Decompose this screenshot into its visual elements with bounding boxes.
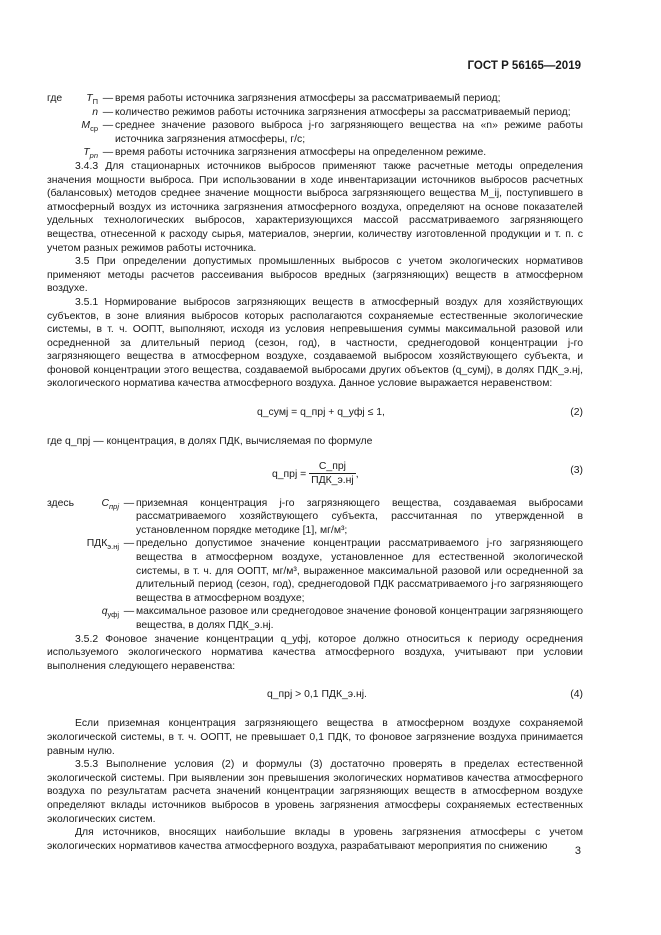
definition-row: где $T_П$ — время работы источника загрязнения атмосферы за рассматриваемый период; xyxy=(47,92,583,106)
paragraph-sources: Для источников, вносящих наибольшие вклады в уровень загрязнения атмосферы с учетом экологических нормативов качества атмосферного воздуха, разрабатывают мероприятия по снижению xyxy=(47,827,583,852)
definition-symbol: $q_{уфj}$ xyxy=(101,606,119,620)
definition-prefix: здесь xyxy=(47,497,74,509)
page-number: 3 xyxy=(574,845,581,857)
formula-3-lhs: q_прj = xyxy=(272,468,307,480)
definition-text: время работы источника загрязнения атмосферы на определенном режиме. xyxy=(115,147,487,159)
paragraph-background-zero: Если приземная концентрация загрязняющего вещества в атмосферном воздухе сохраняемой экологической системы, в т. ч. ООПТ, не превышает 0,1 ПДК, то фоновое загрязнение воздуха принимается равным нулю. xyxy=(47,718,583,757)
definitions-list-2 xyxy=(47,497,583,633)
definition-prefix: где xyxy=(47,93,63,104)
definition-row: $T_{pn}$ — время работы источника загрязнения атмосферы на определенном режиме. xyxy=(47,146,583,160)
formula-2 xyxy=(47,399,583,429)
formula-3-fraction xyxy=(309,460,356,488)
definition-text: время работы источника загрязнения атмосферы за рассматриваемый период; xyxy=(115,93,501,104)
page-content xyxy=(47,92,583,853)
definition-text: приземная концентрация j-го загрязняющего вещества, создаваемая выбросами рассматриваемого хозяйствующего субъекта, рассчитанная по утвержденной в установленном порядке методике [1], мг/м³; xyxy=(136,497,583,536)
formula-2-number: (2) xyxy=(570,407,583,419)
paragraph-3-5-1: 3.5.1 Нормирование выбросов загрязняющих веществ в атмосферный воздух для хозяйствующих субъектов, в зоне влияния выбросов которых располагаются сохраняемые естественные экологические системы, в т. ч. ООПТ, выполняют, исходя из условия непревышения суммы максимальной разовой или осредненной за длительный период (сезон, год), в частности, среднегодовой концентрации j-го загрязняющего вещества в атмосферном воздухе, создаваемой выбросом хозяйствующего субъекта, и фоновой концентрации этого вещества, создаваемой выбросами других объектов (q_сумj), в долях ПДК_э.нj, экологического норматива качества атмосферного воздуха. Данное условие выражается неравенством: xyxy=(47,296,583,390)
definition-text: среднее значение разового выброса j-го загрязняющего вещества на «n» режиме работы источника загрязнения атмосферы, г/с; xyxy=(115,120,583,145)
standard-header: ГОСТ Р 56165—2019 xyxy=(467,60,581,72)
definition-row: $M_{ср}$ — среднее значение разового выброса j-го загрязняющего вещества на «n» режиме работы источника загрязнения атмосферы, г/с; xyxy=(47,119,583,146)
formula-2-expression: q_сумj = q_прj + q_уфj ≤ 1, xyxy=(257,407,385,419)
definition-symbol: $ПДК_{э.нj}$ xyxy=(86,538,119,552)
definitions-list-1 xyxy=(47,92,583,160)
definition-text: предельно допустимое значение концентрации рассматриваемого j-го загрязняющего вещества в атмосферном воздухе, установленное для естественной экологической системы, в т. ч. для ООПТ, мг/м³, выраженное максимальной разовой или осредненной за длительный период (сезон, год), среднегодовой ПДК рассматриваемого j-го загрязняющего вещества в атмосферном воздухе; xyxy=(136,538,583,604)
formula-4-expression: q_прj > 0,1 ПДК_э.нj. xyxy=(267,689,367,701)
definition-row: здесь $C_{прj}$ — приземная концентрация j-го загрязняющего вещества, создаваемая выбросами рассматриваемого хозяйствующего субъекта, рассчитанная по утвержденной в установленном порядке методике [1], мг/м³; xyxy=(47,497,583,536)
definition-row: $ПДК_{э.нj}$ — предельно допустимое значение концентрации рассматриваемого j-го загрязняющего вещества в атмосферном воздухе, установленное для естественной экологической системы, в т. ч. для ООПТ, мг/м³, выраженное максимальной разовой или осредненной за длительный период (сезон, год), среднегодовой ПДК рассматриваемого j-го загрязняющего вещества в атмосферном воздухе; xyxy=(47,537,583,605)
formula-3-denominator: ПДК_э.нj xyxy=(311,475,354,487)
formula-4-number: (4) xyxy=(570,689,583,701)
paragraph-3-5-2: 3.5.2 Фоновое значение концентрации q_уфj, которое должно относиться к периоду осреднения используемого экологического норматива качества атмосферного воздуха, учитывают при условии выполнения следующего неравенства: xyxy=(47,633,583,672)
formula-3-intro: где q_прj — концентрация, в долях ПДК, вычисляемая по формуле xyxy=(47,436,373,448)
definition-text: максимальное разовое или среднегодовое значение фоновой концентрации загрязняющего вещества, в долях ПДК_э.нj. xyxy=(136,606,583,631)
definition-symbol: здесь $C_{прj}$ xyxy=(47,497,119,511)
formula-3: q_прj = $\frac{\text{C\_прj}}{\text{ПДК\_э.нj}}$ , (3) xyxy=(272,460,583,487)
definition-row: $q_{уфj}$ — максимальное разовое или среднегодовое значение фоновой концентрации загрязняющего вещества, в долях ПДК_э.нj. xyxy=(47,605,583,632)
definition-row: n — количество режимов работы источника загрязнения атмосферы за рассматриваемый период; xyxy=(47,106,583,120)
paragraph-3-4-3: 3.4.3 Для стационарных источников выбросов применяют также расчетные методы определения значения мощности выброса. При использовании в ходе инвентаризации источников выбросов расчетных (балансовых) методов среднее значение мощности выброса загрязняющего вещества M_ij, поступившего в атмосферный воздух из источника загрязнения атмосферного воздуха, определяют на основе показателей удельных технологических выбросов, характеризующихся массой рассматриваемого загрязняющего вещества, отнесенной к расходу сырья, материалов, энергии, количеству изготовленной продукции и т. п. с учетом разных режимов работы источника. xyxy=(47,160,583,254)
paragraph-3-5: 3.5 При определении допустимых промышленных выбросов с учетом экологических нормативов применяют методы расчетов рассеивания выбросов вредных (загрязняющих) веществ в атмосферном воздухе. xyxy=(47,256,583,295)
paragraph-3-5-3: 3.5.3 Выполнение условия (2) и формулы (3) достаточно проверять в пределах естественной экологической системы. При выявлении зон превышения экологических нормативов качества атмосферного воздуха по результатам расчета значений концентрации загрязняющих веществ в атмосферном воздухе определяют вклады источников выбросов в уровень загрязнения атмосферы сохраняемых естественных экологических систем. xyxy=(47,759,583,825)
formula-3-numerator: C_прj xyxy=(309,460,356,475)
formula-3-number: (3) xyxy=(570,464,583,476)
definition-symbol: $T_{pn}$ xyxy=(83,147,98,161)
definition-text: количество режимов работы источника загрязнения атмосферы за рассматриваемый период; xyxy=(115,106,571,118)
definition-symbol: n xyxy=(92,106,98,118)
formula-4 xyxy=(47,681,583,711)
definition-symbol: где $T_П$ xyxy=(47,93,98,107)
definition-symbol: $M_{ср}$ xyxy=(81,120,98,134)
